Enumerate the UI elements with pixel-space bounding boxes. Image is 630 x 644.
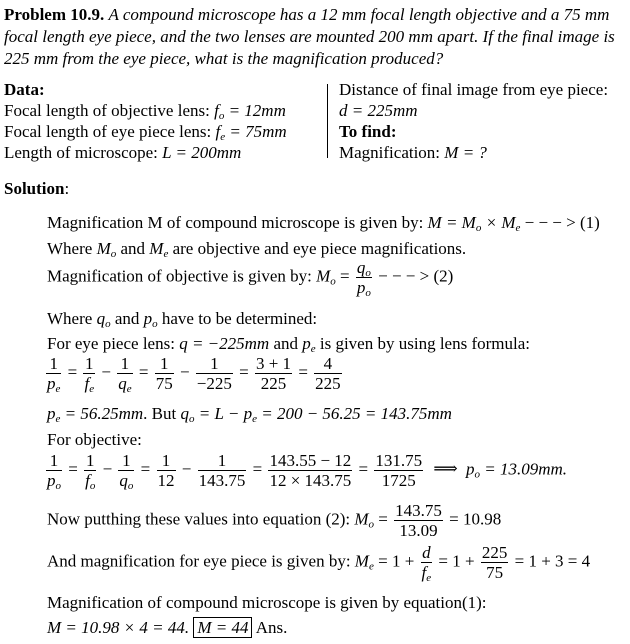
step-3 <box>47 258 453 297</box>
step5-q: q = −225mm <box>179 334 270 353</box>
result-p: p <box>466 459 475 479</box>
den-sub: o <box>55 480 61 492</box>
final-answer-box: M = 44 <box>193 617 252 638</box>
result-sub: o <box>474 468 481 481</box>
step4-p: p <box>143 309 153 328</box>
step2-me: M <box>149 239 164 258</box>
step11-text: And magnification for eye piece is given by: <box>47 551 355 571</box>
num: 225 <box>481 543 508 562</box>
den: 225 <box>260 374 287 393</box>
fe-symbol: f <box>215 122 221 141</box>
step2-mo-sub: o <box>110 248 117 260</box>
frac-4-225 <box>314 354 342 393</box>
num: 143.55 − 12 <box>269 451 352 470</box>
den-sub: e <box>126 383 132 395</box>
step1-times: × M <box>481 213 516 232</box>
frac-1-m225 <box>196 354 233 393</box>
step-13-answer <box>47 617 287 638</box>
step-1 <box>47 212 600 233</box>
step-9-objective-formula: $\frac{1}{p_o}$ = $\frac{1}{f_o}$ − $\frac{1}{q_o}$ = $\frac{1}{12}$ − $\frac{1}{143.75}$ = $\frac{143.55 - 12}{12 \times 143.75}$ = $\frac{131.75}{1725}$ ⟹ $p_o = 13.09mm$. <box>47 451 568 492</box>
den: f <box>421 563 427 582</box>
to-find-heading: To find: <box>339 122 397 141</box>
step10-text: Now putthing these values into equation (2): <box>47 509 355 529</box>
step1-sub1: o <box>475 222 482 234</box>
frac-1-fe <box>83 354 95 393</box>
data-fo <box>4 100 286 121</box>
data-length <box>4 142 241 163</box>
step-2 <box>47 238 466 259</box>
step3-tag: − − − > (2) <box>373 266 454 286</box>
data-distance-label: Distance of final image from eye piece: <box>339 80 609 99</box>
step2-me-sub: e <box>163 248 169 260</box>
step10-result: = 10.98 <box>444 509 502 529</box>
step1-eq: M = M <box>427 213 476 232</box>
step11-fraction-d-fe <box>421 543 433 582</box>
den: p <box>47 471 56 490</box>
step3-lhs-sub: o <box>330 275 336 288</box>
frac-1-75 <box>155 354 174 393</box>
step1-sub2: e <box>515 222 521 234</box>
step7-but: . But <box>143 404 181 423</box>
num: 143.75 <box>395 501 442 520</box>
step3-lhs: M <box>316 266 331 286</box>
den: p <box>47 374 56 393</box>
step7-tail: = 200 − 56.25 = 143.75mm <box>256 404 452 423</box>
step7-pe: p <box>47 404 56 423</box>
num: 1 <box>118 451 134 471</box>
den: 12 <box>157 471 175 490</box>
num: 1 <box>157 451 176 471</box>
step7-qo-sub: o <box>188 413 195 425</box>
length-label: Length of microscope: <box>4 143 163 162</box>
frac-1-pe <box>46 354 61 393</box>
den-sub: o <box>89 480 96 492</box>
step11-mid: = 1 + <box>434 551 479 571</box>
problem-line-3: 225 mm from the eye piece, what is the magnification produced? <box>4 49 444 68</box>
data-fe <box>4 121 287 142</box>
step7-pe2-sub: e <box>252 413 257 425</box>
length-value: L = 200mm <box>162 143 242 162</box>
step7-expr: = L − p <box>194 404 253 423</box>
num: 1 <box>155 354 174 374</box>
step7-pe-sub: e <box>55 413 61 425</box>
step2-mo: M <box>96 239 111 258</box>
step10-lhs-sub: o <box>368 518 375 531</box>
step2-rest: are objective and eye piece magnifications. <box>168 239 467 258</box>
frac-1-fo <box>84 451 96 490</box>
step3-den-sub: o <box>365 287 371 299</box>
step7-val: = 56.25mm <box>60 404 144 423</box>
num: 131.75 <box>375 451 423 470</box>
step1-tag: − − − > (1) <box>520 213 600 232</box>
step-6-lens-formula: $\frac{1}{p_e}$ = $\frac{1}{f_e}$ − $\frac{1}{q_e}$ = $\frac{1}{75}$ − $\frac{1}{-225}$ = $\frac{3 + 1}{225}$ = $\frac{4}{225}$ <box>47 354 341 395</box>
fo-value: = 12mm <box>224 101 286 120</box>
problem-line-2: focal length eye piece, and the two lenses are mounted 200 mm apart. If the final image is <box>4 27 615 46</box>
step3-num: q <box>356 258 366 277</box>
step4-where: Where <box>47 309 97 328</box>
step4-rest: have to be determined: <box>157 309 318 328</box>
fe-value: = 75mm <box>225 122 287 141</box>
den: f <box>84 374 90 393</box>
ans-label: Ans. <box>252 618 288 637</box>
implies-arrow: ⟹ <box>433 459 458 479</box>
fo-label: Focal length of objective lens: <box>4 101 215 120</box>
solution-colon: : <box>64 179 70 198</box>
den: f <box>85 471 90 490</box>
fo-symbol: f <box>214 101 219 120</box>
step3-den: p <box>356 278 366 297</box>
den-sub: e <box>55 383 61 395</box>
frac-combined-b <box>374 451 423 490</box>
step-12: Magnification of compound microscope is given by equation(1): <box>47 593 487 612</box>
den-sub: e <box>426 572 432 584</box>
step4-q: q <box>96 309 106 328</box>
step-10: Now putthing these values into equation (2): $M_o$ = $\frac{143.75}{13.09}$ = 10.98 <box>47 501 502 540</box>
den: 1725 <box>381 471 416 490</box>
step11-fraction-225-75 <box>481 543 509 582</box>
data-heading: Data: <box>4 80 45 99</box>
frac-1-qe <box>117 354 132 393</box>
data-distance-value: d = 225mm <box>339 101 418 120</box>
num: 1 <box>85 354 94 373</box>
step5-p-sub: e <box>310 343 316 355</box>
num: 4 <box>314 354 342 374</box>
problem-label: Problem 10.9. <box>4 5 105 24</box>
den: 12 × 143.75 <box>269 471 352 490</box>
frac-1-14375 <box>198 451 247 490</box>
num: d <box>422 543 431 562</box>
step5-text: For eye piece lens: <box>47 334 180 353</box>
step1-text: Magnification M of compound microscope is given by: <box>47 213 428 232</box>
frac-1-po <box>46 451 62 490</box>
find-expr: M = ? <box>444 143 487 162</box>
den: 75 <box>155 374 173 393</box>
den: −225 <box>196 374 232 393</box>
step3-text: Magnification of objective is given by: <box>47 266 317 286</box>
num: 1 <box>85 451 95 470</box>
step-5 <box>47 333 530 354</box>
step3-eq: = <box>335 266 354 286</box>
frac-1-qo <box>118 451 134 490</box>
step4-and: and <box>110 309 144 328</box>
den: 225 <box>315 374 341 393</box>
step3-num-sub: o <box>365 267 371 279</box>
problem-line-1 <box>4 4 609 25</box>
solution-title: Solution <box>4 179 65 198</box>
step5-and: and <box>269 334 303 353</box>
num: 1 <box>196 354 233 374</box>
step10-lhs: M <box>354 509 369 529</box>
num: 3 + 1 <box>255 354 292 373</box>
fe-label: Focal length of eye piece lens: <box>4 122 216 141</box>
step-8: For objective: <box>47 430 142 449</box>
fe-sub: e <box>220 131 226 143</box>
num: 1 <box>46 354 61 374</box>
final-expr: M = 10.98 × 4 = 44. <box>47 618 190 637</box>
num: 1 <box>46 451 62 471</box>
frac-1-12 <box>157 451 176 490</box>
den-sub: o <box>127 480 134 492</box>
step5-p: p <box>302 334 311 353</box>
result-val: = 13.09mm. <box>480 459 568 479</box>
den: q <box>118 374 127 393</box>
den: 13.09 <box>399 521 438 540</box>
step2-where: Where <box>47 239 97 258</box>
column-divider <box>327 84 328 158</box>
den-sub: e <box>89 383 95 395</box>
den: q <box>119 471 128 490</box>
step11-one: = 1 + <box>373 551 419 571</box>
num: 1 <box>198 451 247 471</box>
step2-and: and <box>116 239 150 258</box>
step4-p-sub: o <box>152 318 158 330</box>
num: 1 <box>117 354 132 374</box>
step5-rest: is given by using lens formula: <box>315 334 530 353</box>
step10-fraction <box>394 501 443 540</box>
step-4 <box>47 308 317 329</box>
solution-heading <box>4 178 69 199</box>
step4-q-sub: o <box>105 318 111 330</box>
frac-31-225 <box>255 354 292 393</box>
step-11 <box>47 543 590 582</box>
step11-lhs: M <box>354 551 369 571</box>
problem-text-1: A compound microscope has a 12 mm focal length objective and a 75 mm <box>108 5 610 24</box>
fo-sub: o <box>218 110 225 122</box>
find-label: Magnification: <box>339 143 445 162</box>
den: 75 <box>486 563 504 582</box>
den: 143.75 <box>198 471 246 490</box>
step11-result: = 1 + 3 = 4 <box>510 551 591 571</box>
step-7 <box>47 403 452 424</box>
step7-qo: q <box>180 404 189 423</box>
to-find-magnification <box>339 142 487 163</box>
step11-lhs-sub: e <box>368 560 374 573</box>
frac-combined-a <box>268 451 352 490</box>
step3-fraction <box>356 258 372 297</box>
